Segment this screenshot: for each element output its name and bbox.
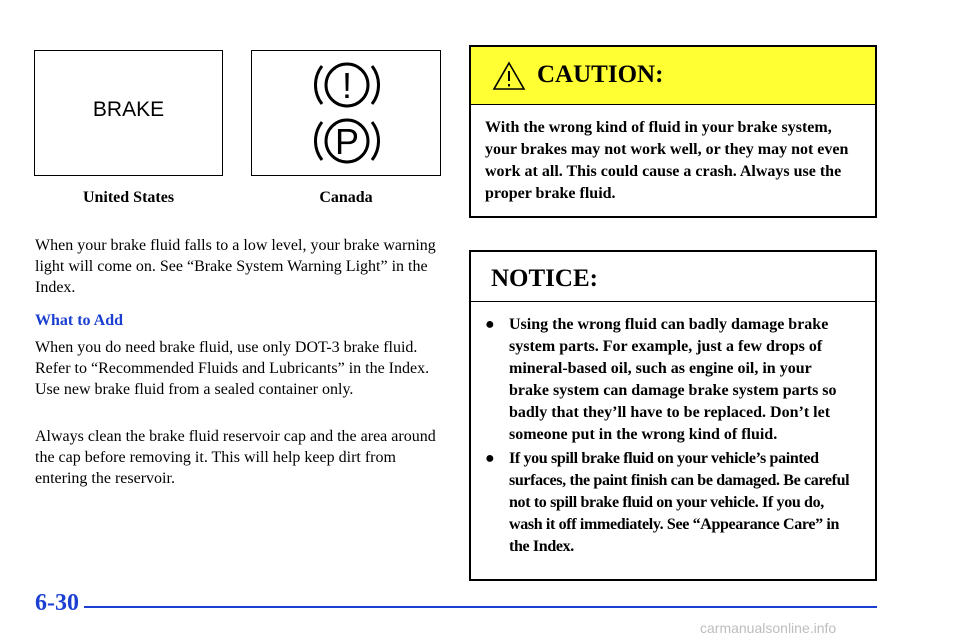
notice-item-spill xyxy=(471,448,875,558)
brake-symbol-icon xyxy=(252,51,440,175)
caution-title: CAUTION: xyxy=(537,61,664,88)
paragraph-clean-cap: Always clean the brake fluid reservoir cap and the area around the cap before removing it. This will help keep dirt from entering the reservoir. xyxy=(35,428,436,487)
exclamation-symbol: ! xyxy=(341,65,353,106)
notice-header xyxy=(471,252,875,302)
notice-item-wrong-fluid xyxy=(471,314,875,446)
brake-label: BRAKE xyxy=(92,98,165,121)
bullet-icon: ● xyxy=(485,316,495,333)
paragraph-low-level: When your brake fluid falls to a low level, your brake warning light will come on. See “Brake System Warning Light” in the Index. xyxy=(35,237,436,296)
footer-rule xyxy=(84,606,877,608)
section-heading-what-to-add: What to Add xyxy=(35,312,124,329)
page-number: 6-30 xyxy=(35,590,79,616)
caption-united-states: United States xyxy=(82,189,175,206)
caution-body: With the wrong kind of fluid in your brake system, your brakes may not work well, or they may not even work at all. This could cause a crash. Always use the proper brake fluid. xyxy=(485,119,849,202)
caution-box xyxy=(469,45,877,218)
notice-list xyxy=(471,314,875,558)
paragraph-what-to-add: When you do need brake fluid, use only DOT-3 brake fluid. Refer to “Recommended Fluids and Lubricants” in the Index. Use new brake fluid from a sealed container only. xyxy=(35,339,430,398)
notice-item-text: Using the wrong fluid can badly damage brake system parts. For example, just a few drops of mineral-based oil, such as engine oil, in your brake system can damage brake system parts so badly that they’ll have to be replaced. Don’t let someone put in the wrong kind of fluid. xyxy=(509,316,837,443)
notice-title: NOTICE: xyxy=(491,265,598,292)
brake-warning-light-us xyxy=(34,50,223,176)
caution-header xyxy=(471,47,875,105)
parking-symbol: P xyxy=(334,121,360,162)
notice-item-text: If you spill brake fluid on your vehicle’s painted surfaces, the paint finish can be damaged. Be careful not to spill brake fluid on your vehicle. If you do, wash it off immediately. See “Appearance Care” in the Index. xyxy=(509,450,850,555)
notice-box xyxy=(469,250,877,581)
bullet-icon: ● xyxy=(485,450,495,467)
caption-canada: Canada xyxy=(319,189,373,206)
brake-warning-light-canada xyxy=(251,50,441,176)
watermark: carmanualsonline.info xyxy=(700,620,837,636)
warning-triangle-icon xyxy=(492,61,526,91)
